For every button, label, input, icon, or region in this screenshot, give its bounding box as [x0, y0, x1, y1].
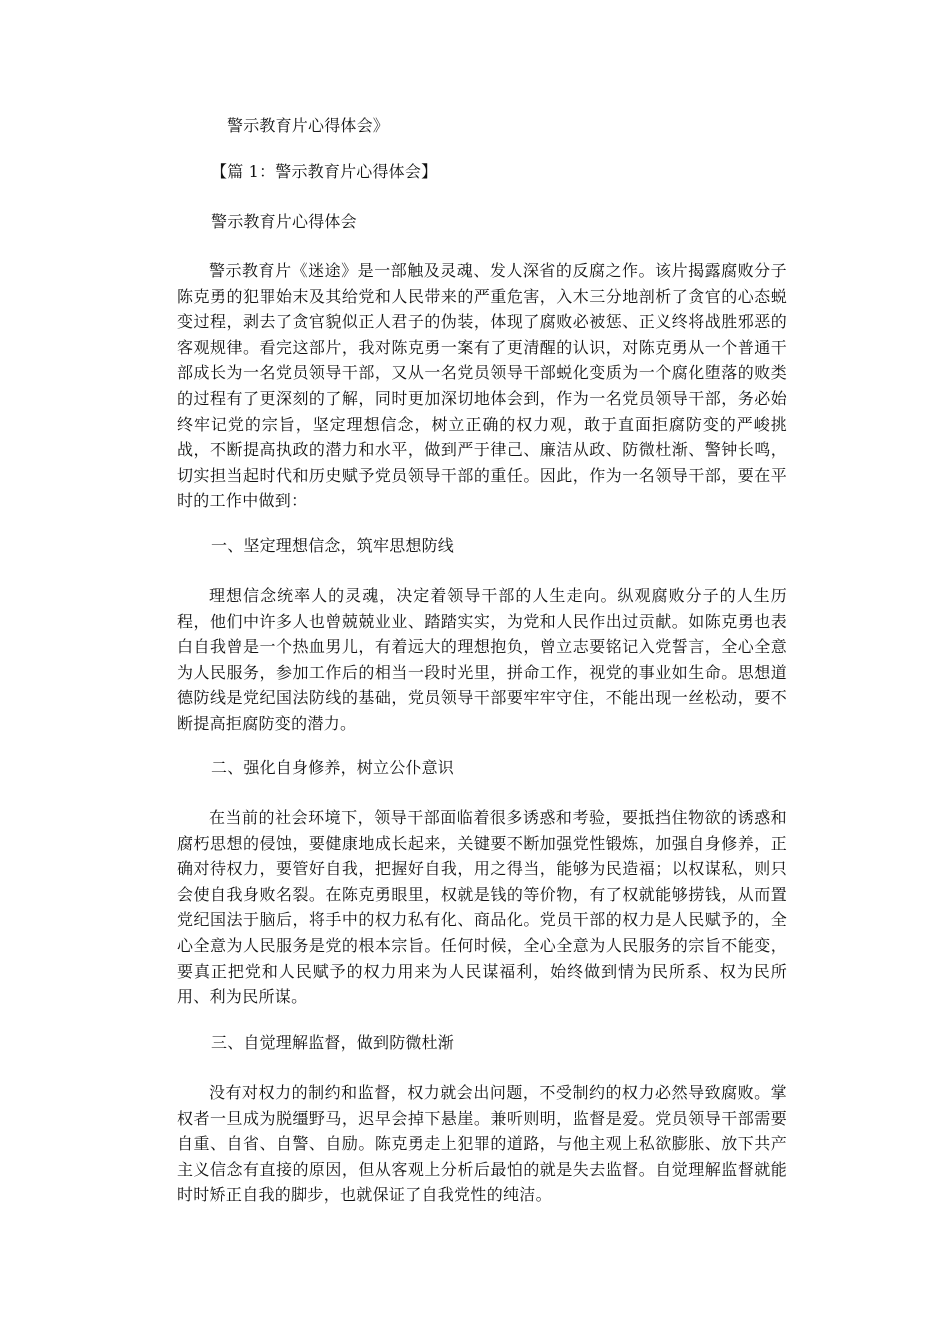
point-2-heading: 二、强化自身修养，树立公仆意识 [211, 758, 455, 777]
document-title: 警示教育片心得体会》 [227, 116, 390, 135]
point-3-body: 没有对权力的制约和监督，权力就会出问题，不受制约的权力必然导致腐败。掌权者一旦成为脱缰野马，迟早会掉下悬崖。兼听则明，监督是爱。党员领导干部需要自重、自省、自警、自励。陈克勇走上犯罪的道路，与他主观上私欲膨胀、放下共产主义信念有直接的原因，但从客观上分析后最怕的就是失去监督。自觉理解监督就能时时矫正自我的脚步，也就保证了自我党性的纯洁。 [177, 1083, 787, 1205]
section-heading: 【篇 1：警示教育片心得体会】 [211, 162, 438, 181]
point-2-body: 在当前的社会环境下，领导干部面临着很多诱惑和考验，要抵挡住物欲的诱惑和腐朽思想的侵蚀，要健康地成长起来，关键要不断加强党性锻炼，加强自身修养，正确对待权力，要管好自我，把握好自我，用之得当，能够为民造福；以权谋私，则只会使自我身败名裂。在陈克勇眼里，权就是钱的等价物，有了权就能够捞钱，从而置党纪国法于脑后，将手中的权力私有化、商品化。党员干部的权力是人民赋予的，全心全意为人民服务是党的根本宗旨。任何时候，全心全意为人民服务的宗旨不能变，要真正把党和人民赋予的权力用来为人民谋福利，始终做到情为民所系、权为民所用、利为民所谋。 [177, 808, 787, 1007]
intro-paragraph: 警示教育片《迷途》是一部触及灵魂、发人深省的反腐之作。该片揭露腐败分子陈克勇的犯罪始末及其给党和人民带来的严重危害，入木三分地剖析了贪官的心态蜕变过程，剥去了贪官貌似正人君子的伪装，体现了腐败必被惩、正义终将战胜邪恶的客观规律。看完这部片，我对陈克勇一案有了更清醒的认识，对陈克勇从一个普通干部成长为一名党员领导干部，又从一名党员领导干部蜕化变质为一个腐化堕落的败类的过程有了更深刻的了解，同时更加深切地体会到，作为一名党员领导干部，务必始终牢记党的宗旨，坚定理想信念，树立正确的权力观，敢于直面拒腐防变的严峻挑战，不断提高执政的潜力和水平，做到严于律己、廉洁从政、防微杜渐、警钟长鸣，切实担当起时代和历史赋予党员领导干部的重任。因此，作为一名领导干部，要在平时的工作中做到： [177, 261, 787, 511]
point-3-heading: 三、自觉理解监督，做到防微杜渐 [211, 1033, 455, 1052]
article-subtitle: 警示教育片心得体会 [211, 212, 357, 231]
point-1-body: 理想信念统率人的灵魂，决定着领导干部的人生走向。纵观腐败分子的人生历程，他们中许多人也曾兢兢业业、踏踏实实，为党和人民作出过贡献。如陈克勇也表白自我曾是一个热血男儿，有着远大的理想抱负，曾立志要铭记入党誓言，全心全意为人民服务，参加工作后的相当一段时光里，拼命工作，视党的事业如生命。思想道德防线是党纪国法防线的基础，党员领导干部要牢牢守住，不能出现一丝松动，要不断提高拒腐防变的潜力。 [177, 586, 787, 733]
point-1-heading: 一、坚定理想信念，筑牢思想防线 [211, 536, 455, 555]
